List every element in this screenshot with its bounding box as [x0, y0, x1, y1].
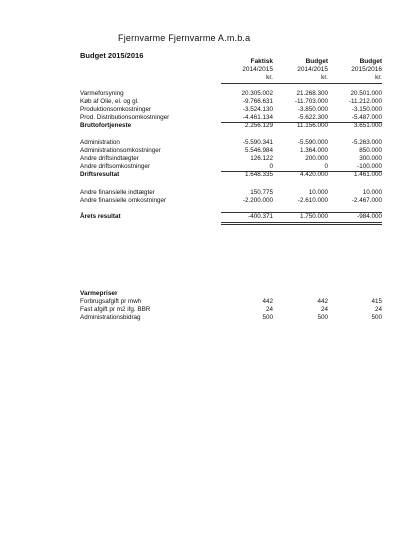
- document-subtitle: Budget 2015/2016: [80, 51, 144, 60]
- row-value-actual: -5.590.341: [242, 139, 273, 146]
- row-value-budget: 10.000: [308, 189, 328, 196]
- table-row-subtotal: [80, 122, 382, 130]
- row-value-budget-next: 1.461.000: [353, 171, 382, 178]
- row-value-budget-next: 300.000: [359, 155, 382, 162]
- row-label: Forbrugsafgift pr mwh: [80, 298, 142, 305]
- row-label: Prod. Distributionsomkostninger: [80, 114, 170, 121]
- row-value-actual: 20.305.002: [241, 90, 273, 97]
- row-value-budget: 21.268.300: [296, 90, 328, 97]
- row-value-actual: 500: [262, 314, 273, 321]
- row-value-budget-next: 3.651.000: [353, 122, 382, 129]
- table-row: [80, 90, 382, 98]
- row-value-actual: 5.546.984: [244, 147, 273, 154]
- row-label: Driftsresultat: [80, 171, 120, 178]
- row-value-budget: 1.364.000: [299, 147, 328, 154]
- row-value-budget: 24: [320, 306, 328, 313]
- row-value-budget: 0: [324, 163, 328, 170]
- row-value-actual: -2.200.000: [242, 197, 273, 204]
- row-value-actual: -400.371: [248, 213, 273, 220]
- row-value-actual: -3.524.130: [242, 106, 273, 113]
- table-row: [80, 163, 382, 171]
- row-value-budget-next: -5.487.000: [351, 114, 382, 121]
- row-label: Årets resultat: [80, 213, 121, 220]
- row-value-actual: 442: [262, 298, 273, 305]
- row-value-budget: -5.622.300: [297, 114, 328, 121]
- table-row: [80, 197, 382, 205]
- row-value-budget-next: -3.150.000: [351, 106, 382, 113]
- row-label: Andre driftsomkostninger: [80, 163, 150, 170]
- row-label: Andre finansielle omkostninger: [80, 197, 167, 204]
- row-value-budget: -3.850.000: [297, 106, 328, 113]
- table-row: [80, 98, 382, 106]
- table-row: [80, 155, 382, 163]
- column-header-name: Budget: [359, 58, 382, 65]
- row-label: Andre driftsindtægter: [80, 155, 139, 162]
- row-value-budget-next: 24: [374, 306, 382, 313]
- row-value-budget: -5.590.000: [297, 139, 328, 146]
- table-row-result: [80, 213, 382, 221]
- row-value-budget-next: 850.000: [359, 147, 382, 154]
- row-value-actual: 0: [269, 163, 273, 170]
- prices-section-title: Varmepriser: [80, 290, 118, 297]
- row-label: Varmeforsyning: [80, 90, 124, 97]
- row-value-actual: 126.122: [250, 155, 273, 162]
- row-value-budget-next: -5.263.000: [351, 139, 382, 146]
- document-title: Fjernvarme Fjernvarme A.m.b.a: [118, 33, 251, 43]
- row-value-actual: -9.766.631: [242, 98, 273, 105]
- row-value-budget-next: -100.000: [357, 163, 382, 170]
- row-value-budget: -2.610.000: [297, 197, 328, 204]
- row-value-budget: -11.703.000: [294, 98, 328, 105]
- row-value-budget: 500: [317, 314, 328, 321]
- row-value-budget-next: -2.467.000: [351, 197, 382, 204]
- row-value-budget-next: -984.000: [357, 213, 382, 220]
- column-header-unit: kr.: [321, 74, 328, 81]
- row-value-actual: -4.461.134: [242, 114, 273, 121]
- row-value-actual: 150.775: [250, 189, 273, 196]
- table-row: [80, 314, 382, 322]
- row-label: Fast afgift pr m2 ifg. BBR: [80, 306, 151, 313]
- column-header-1: [221, 58, 273, 82]
- row-label: Køb af Olie, el. og gl.: [80, 98, 139, 105]
- row-value-budget-next: 10.000: [362, 189, 382, 196]
- result-double-rule: [221, 224, 382, 225]
- row-label: Administrationsbidrag: [80, 314, 141, 321]
- column-header-period: 2015/2016: [351, 66, 382, 73]
- row-value-budget: 200.000: [305, 155, 328, 162]
- column-header-2: [276, 58, 328, 82]
- table-row-subtotal: [80, 171, 382, 179]
- table-row: [80, 189, 382, 197]
- table-row: [80, 147, 382, 155]
- row-label: Administration: [80, 139, 120, 146]
- row-label: Bruttofortjeneste: [80, 122, 132, 129]
- row-label: Produktionsomkostninger: [80, 106, 152, 113]
- row-value-budget-next: 500: [371, 314, 382, 321]
- row-value-budget: 442: [317, 298, 328, 305]
- row-value-actual: 2.256.129: [244, 122, 273, 129]
- column-header-unit: kr.: [266, 74, 273, 81]
- column-header-name: Budget: [305, 58, 328, 65]
- column-header-3: [330, 58, 382, 82]
- row-value-budget: 11.156.000: [296, 122, 328, 129]
- table-row: [80, 114, 382, 122]
- column-header-unit: kr.: [375, 74, 382, 81]
- header-rule: [221, 83, 382, 84]
- column-header-period: 2014/2015: [242, 66, 273, 73]
- row-value-budget-next: -11.212.000: [348, 98, 382, 105]
- table-row: [80, 306, 382, 314]
- row-value-budget: 4.420.000: [299, 171, 328, 178]
- row-value-actual: 1.648.335: [244, 171, 273, 178]
- table-row: [80, 106, 382, 114]
- result-double-rule: [221, 222, 382, 223]
- row-value-budget-next: 20.501.000: [350, 90, 382, 97]
- row-value-actual: 24: [265, 306, 273, 313]
- row-value-budget: 1.750.000: [299, 213, 328, 220]
- row-label: Andre finansielle indtægter: [80, 189, 155, 196]
- row-value-budget-next: 415: [371, 298, 382, 305]
- column-header-period: 2014/2015: [297, 66, 328, 73]
- row-label: Administrationsomkostninger: [80, 147, 161, 154]
- table-row: [80, 298, 382, 306]
- column-header-name: Faktisk: [250, 58, 273, 65]
- table-row: [80, 139, 382, 147]
